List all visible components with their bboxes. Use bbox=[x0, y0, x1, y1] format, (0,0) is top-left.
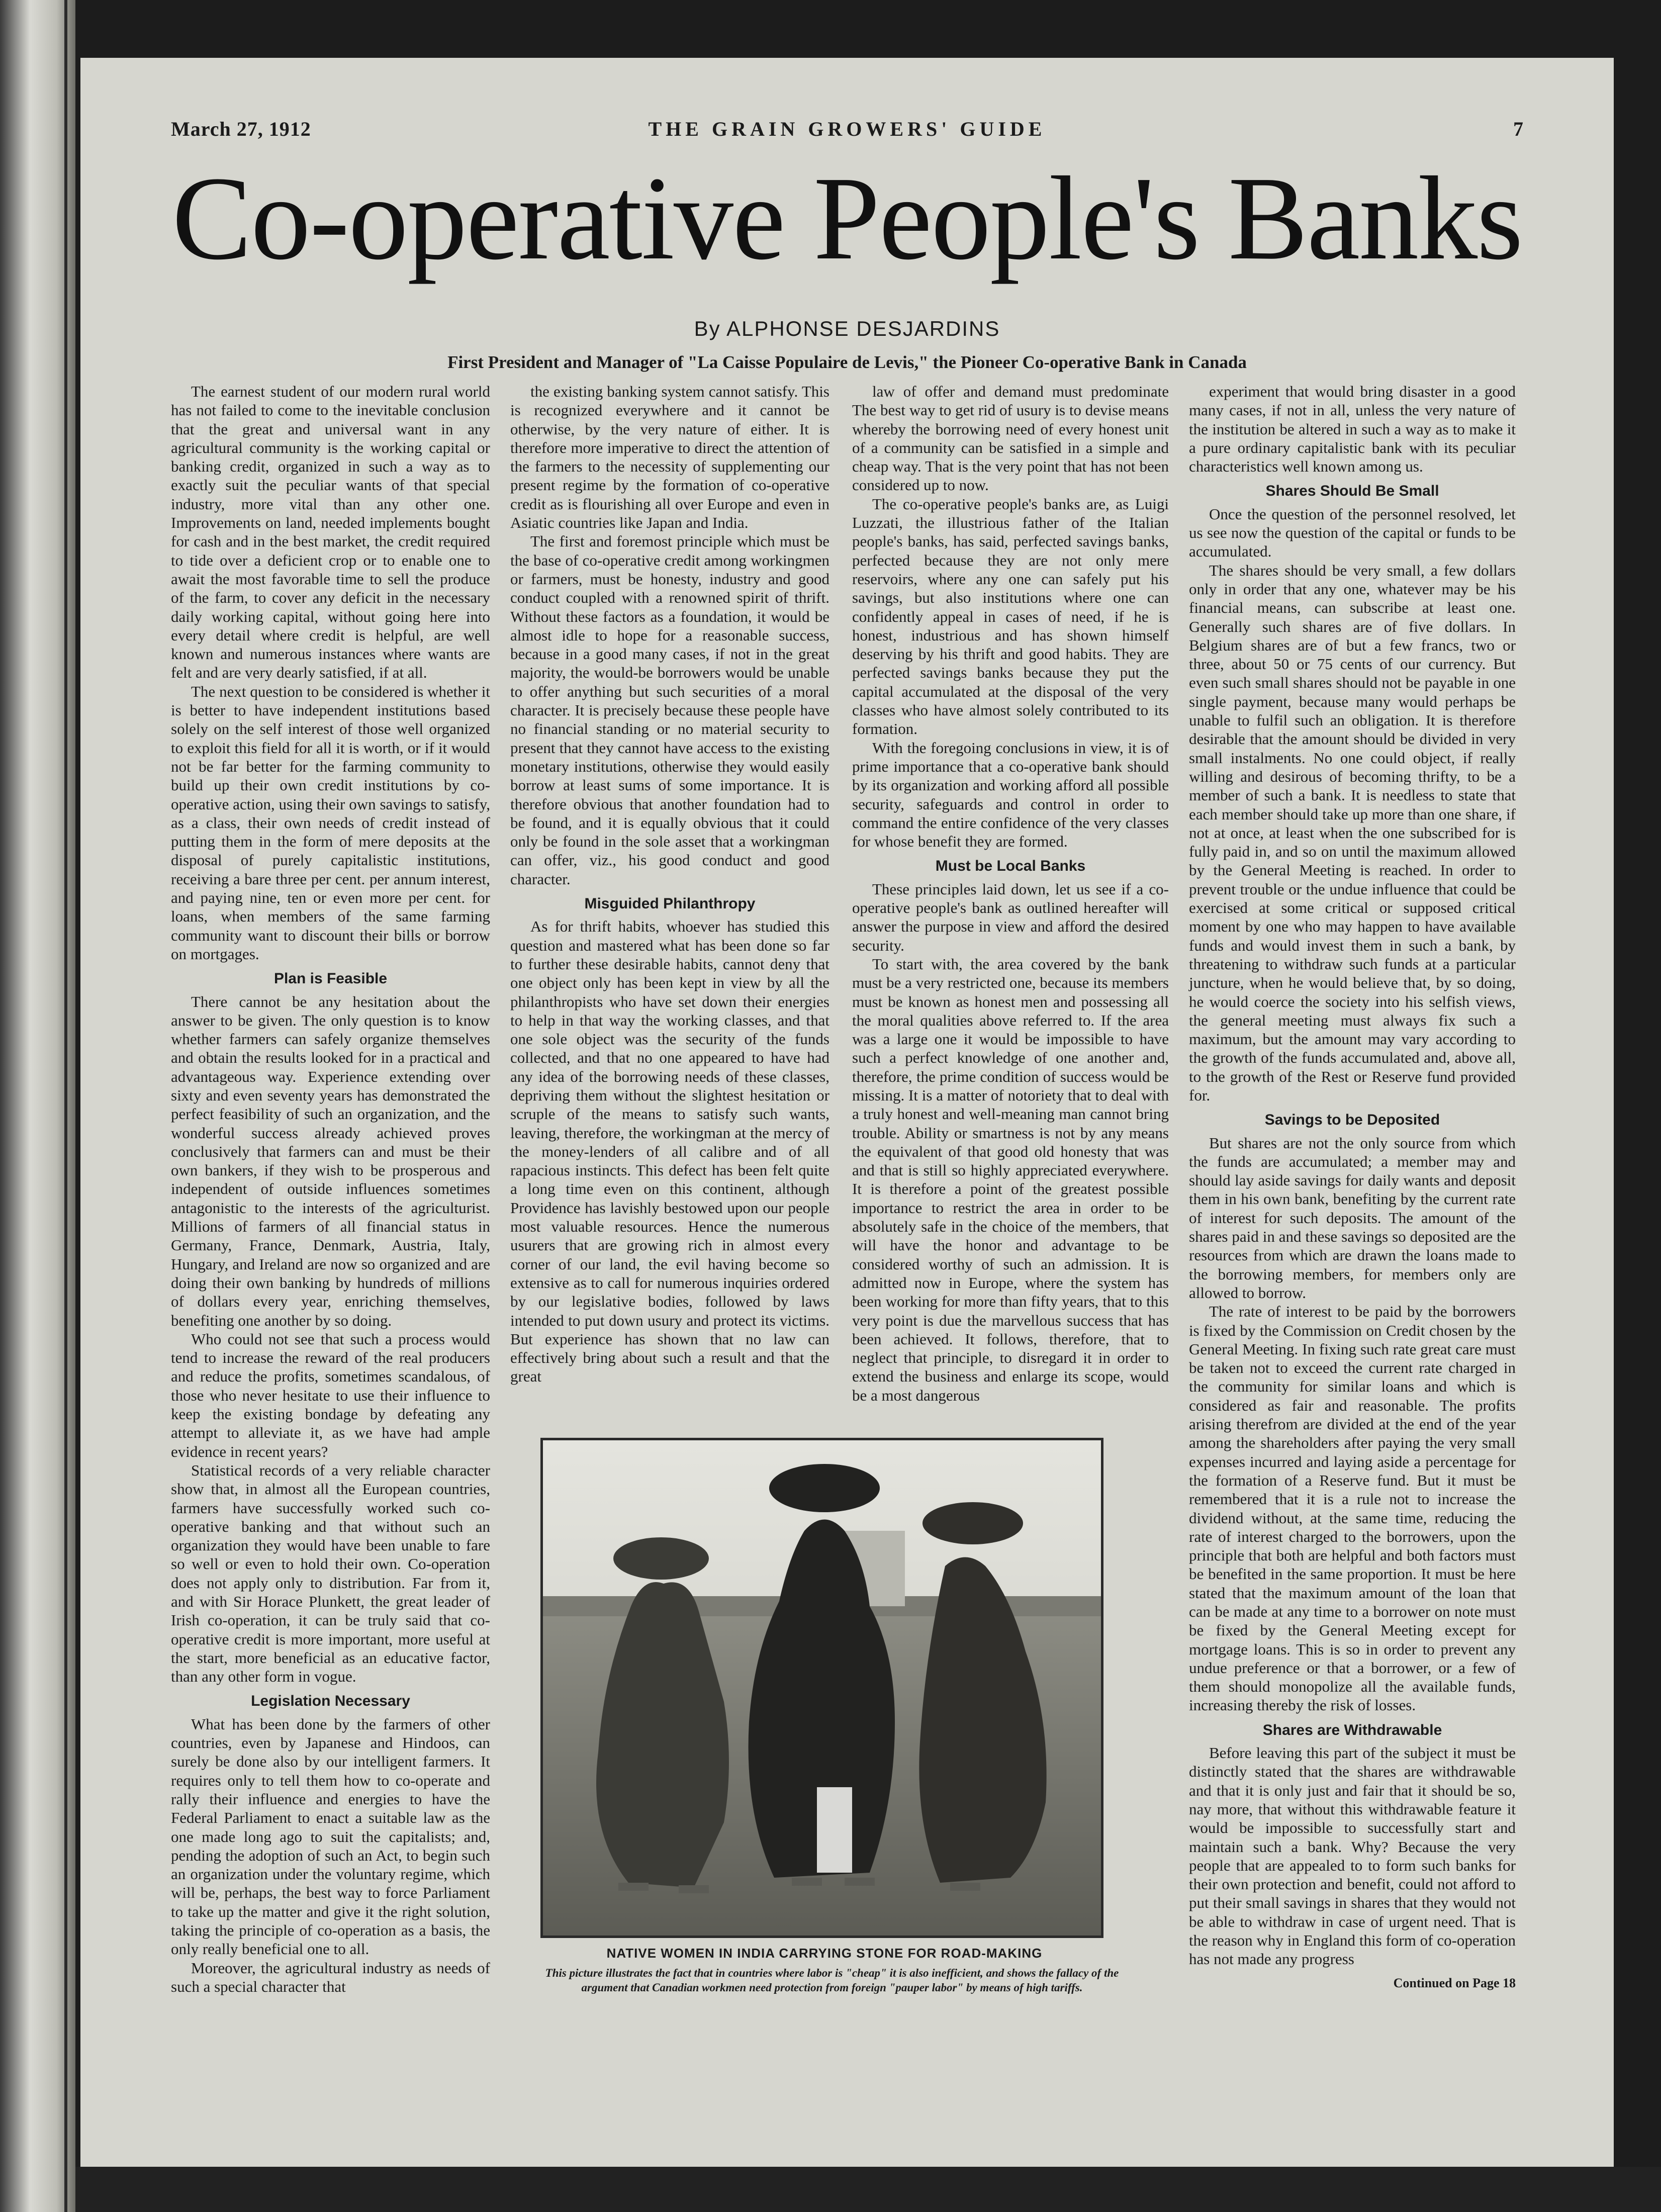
paragraph: To start with, the area covered by the bank must be a very restricted one, because its members must be known as honest men and possessing all the moral qualities above referred to. If the area was a large one it would be impossible to have such a perfect knowledge of one another and, therefore, the prime condition of success would be missing. It is a matter of notoriety that to deal with a truly honest and well-meaning man cannot bring trouble. Ability or smartness is not by any means the equivalent of that good old honesty that was and that is still so highly appreciated everywhere. It is therefore a point of the greatest possible importance to restrict the area in order to be absolutely safe in the choice of the members, that will have the honor and advantage to be considered worthy of such an admission. It is admitted now in Europe, where the system has been working for more than fifty years, that to this very point is due the marvellous success that has been achieved. It follows, therefore, that to neglect that principle, to disregard it in order to extend the business and enlarge its scope, would be a most dangerous bbox=[852, 955, 1169, 1404]
paragraph: But shares are not the only source from which the funds are accumulated; a member may and should lay aside savings for daily wants and deposit them in his own bank, benefiting by the current rate of interest for such deposits. The amount of the shares paid in and these savings so deposited are the resources from which are drawn the loans made to the borrowing members, for members only are allowed to borrow. bbox=[1189, 1134, 1516, 1302]
photo-caption-title: NATIVE WOMEN IN INDIA CARRYING STONE FOR ROAD-MAKING bbox=[606, 1946, 1043, 1961]
article-photograph bbox=[540, 1438, 1103, 1938]
paragraph: With the foregoing conclusions in view, it is of prime importance that a co-operative bank should by its organization and working afford all possible security, safeguards and control in order to command the entire confidence of the very classes for whose benefit they are formed. bbox=[852, 739, 1169, 851]
section-heading: Must be Local Banks bbox=[935, 858, 1086, 875]
author-credentials: First President and Manager of "La Caisse Populaire de Levis," the Pioneer Co-operative Bank in Canada bbox=[447, 352, 1247, 372]
article-headline: Co-operative People's Banks bbox=[172, 152, 1522, 285]
paragraph: Statistical records of a very reliable character show that, in almost all the European countries, farmers have successfully worked such co-operative banking and that without such an organization they would have been unable to fare so well or even to hold their own. Co-operation does not apply only to distribution. Far from it, and with Sir Horace Plunkett, the great leader of Irish co-operation, it can be truly said that co-operative credit is more important, more useful at the start, more beneficial as an educative factor, than any other form in vogue. bbox=[171, 1461, 490, 1686]
paragraph: These principles laid down, let us see if a co-operative people's bank as outlined hereafter will answer the purpose in view and afford the desired security. bbox=[852, 880, 1169, 954]
paragraph: What has been done by the farmers of other countries, even by Japanese and Hindoos, can surely be done also by our intelligent farmers. It requires only to tell them how to co-operate and rally their influence and energies to have the Federal Parliament to enact a suitable law as the one made long ago to suit the capitalists; and, pending the adoption of such an Act, to begin such an organization under the voluntary regime, which will be, perhaps, the best way to force Parliament to take up the matter and give it the right solution, taking the principle of co-operation as a basis, the only really beneficial one to all. bbox=[171, 1715, 490, 1958]
paragraph: Before leaving this part of the subject it must be distinctly stated that the shares are withdrawable and that it is only just and fair that it should be so, nay more, that without this withdrawable feature it would be impossible to successfully start and maintain such a bank. Why? Because the very people that are appealed to to form such banks for their own protection and benefit, could not afford to put their small savings in shares that they would not be able to withdraw in case of urgent need. That is the reason why in England this form of co-operation has not made any progress bbox=[1189, 1744, 1516, 1968]
paragraph: As for thrift habits, whoever has studied this question and mastered what has been done so far to further these desirable habits, cannot deny that one object only has been kept in view by all the philanthropists who have set down their energies to help in that way the working classes, and that one sole object was the security of the funds collected, and that no one appeared to have had any idea of the borrowing needs of these classes, depriving them without the slightest hesitation or scruple of the means to satisfy such wants, leaving, therefore, the workingman at the mercy of the money-lenders of all calibre and of all rapacious instincts. This defect has been felt quite a long time even on this continent, although Providence has lavishly bestowed upon our people most valuable resources. Hence the numerous usurers that are growing rich in almost every corner of our land, the evil having become so extensive as to call for numerous inquiries ordered by our legislative bodies, followed by laws intended to put down usury and protect its victims. But experience has shown that no law can effectively bring about such a result and that the great bbox=[510, 917, 829, 1386]
paragraph: The co-operative people's banks are, as Luigi Luzzati, the illustrious father of the Italian people's banks, has said, perfected savings banks, perfected because they are not only mere reservoirs, where any one can safely put his savings, but also institutions where one can confidently appeal in cases of need, if he is honest, industrious and has shown himself deserving by his thrift and good habits. They are perfected savings banks because they put the capital accumulated at the disposal of the very classes who have almost solely contributed to its formation. bbox=[852, 495, 1169, 738]
publication-name: THE GRAIN GROWERS' GUIDE bbox=[648, 118, 1046, 140]
paragraph: Who could not see that such a process would tend to increase the reward of the real producers and reduce the profits, sometimes scandalous, of those who never hesitate to use their influence to keep the existing bondage by defeating any attempt to alleviate it, as we have had ample evidence in recent years? bbox=[171, 1330, 490, 1460]
photo-india-women-illustration bbox=[543, 1440, 1101, 1935]
section-heading: Savings to be Deposited bbox=[1264, 1112, 1440, 1129]
section-heading: Misguided Philanthropy bbox=[584, 895, 756, 912]
article-byline: By ALPHONSE DESJARDINS bbox=[694, 317, 1000, 340]
section-heading: Plan is Feasible bbox=[273, 970, 388, 987]
article-column-2 bbox=[510, 382, 829, 1453]
page-number: 7 bbox=[1513, 118, 1523, 140]
section-heading: Legislation Necessary bbox=[251, 1693, 410, 1710]
binding-edge bbox=[64, 0, 67, 2212]
paragraph: There cannot be any hesitation about the answer to be given. The only question is to know whether farmers can safely organize themselves and obtain the results looked for in a practical and advantageous way. Experience extending over sixty and even seventy years has demonstrated the perfect feasibility of such an organization, and the wonderful success already achieved proves conclusively that farmers can and must be their own bankers, if they wish to be prosperous and independent of outside influences sometimes antagonistic to the interests of the agriculturist. Millions of farmers of all financial status in Germany, France, Denmark, Austria, Italy, Hungary, and Ireland are now so organized and are doing their own banking by hundreds of millions of dollars every year, enriching themselves, benefiting one another by so doing. bbox=[171, 992, 490, 1329]
paragraph: Once the question of the personnel resolved, let us see now the question of the capital or funds to be accumulated. bbox=[1189, 505, 1516, 561]
paragraph: law of offer and demand must predominate The best way to get rid of usury is to devise means whereby the borrowing need of every honest unit of a community can be satisfied in a simple and cheap way. That is the very point that has not been considered up to now. bbox=[852, 383, 1169, 494]
issue-date: March 27, 1912 bbox=[171, 118, 311, 140]
paragraph: the existing banking system cannot satisfy. This is recognized everywhere and it cannot be otherwise, by the very nature of either. It is therefore more imperative to direct the attention of the farmers to the necessity of supplementing our present regime by the formation of co-operative credit as is flourishing all over Europe and even in Asiatic countries like Japan and India. bbox=[510, 383, 829, 532]
article-column-1 bbox=[171, 382, 490, 2152]
newspaper-page bbox=[80, 58, 1614, 2167]
paragraph: The shares should be very small, a few dollars only in order that any one, whatever may be his financial means, can subscribe at least one. Generally such shares are of five dollars. In Belgium shares are of but a few francs, two or three, about 50 or 75 cents of our currency. But even such small shares should not be payable in one single payment, because many would perhaps be unable to fulfil such an obligation. It is therefore desirable that the amount should be divided in very small instalments. No one could object, if really willing and desirous of becoming thrifty, to be a member of such a bank. It is needless to state that each member should take up more than one share, if not at once, at least when the one subscribed for is fully paid in, and so on until the maximum allowed by the General Meeting is reached. In order to prevent trouble or the undue influence that could be exercised at some critical or supposed critical moment by one who may happen to have available funds and would invest them in such a bank, by threatening to withdraw such funds at a particular juncture, when he would believe that, by so doing, he would coerce the society into his selfish views, the general meeting must always fix such a maximum, but the amount may vary according to the growth of the funds accumulated and, above all, to the growth of the Rest or Reserve fund provided for. bbox=[1189, 561, 1516, 1104]
section-heading: Shares are Withdrawable bbox=[1262, 1721, 1442, 1738]
running-header bbox=[80, 117, 1614, 147]
paragraph: The rate of interest to be paid by the borrowers is fixed by the Commission on Credit chosen by the General Meeting. In fixing such rate great care must be taken not to exceed the current rate charged in the community for similar loans and which is considered as fair and reasonable. The profits arising therefrom are divided at the end of the year among the shareholders after paying the very small expenses incurred and laying aside a percentage for the formation of a Reserve fund. But it must be remembered that it is a rule not to increase the dividend without, at the same time, reducing the rate of interest charged to the borrowers, upon the principle that both are helpful and both factors must be benefited in the same proportion. It must be here stated that the maximum amount of the loan that can be made at any time to a borrower on note must be fixed by the General Meeting except for mortgage loans. This is so in order to prevent any undue preference or that a borrower, or a few of them should monopolize all the available funds, increasing thereby the risk of losses. bbox=[1189, 1303, 1516, 1714]
photo-caption: This picture illustrates the fact that in countries where labor is "cheap" it is also inefficient, and shows the fallacy of the argument that Canadian workmen need protection from foreign "pauper labor" by means of high tariffs. bbox=[545, 1967, 1119, 1994]
section-heading: Shares Should Be Small bbox=[1265, 483, 1439, 500]
paragraph: The next question to be considered is whether it is better to have independent institutions based solely on the self interest of those well organized to exploit this field for all it is worth, or if it would not be far better for the farming community to build up their own credit institutions by co-operative action, using their own savings to satisfy, as a class, their own needs of credit instead of putting them in the form of mere deposits at the disposal of purely capitalistic institutions, receiving a bare three per cent. per annum interest, and paying nine, ten or even more per cent. for loans, when members of the same farming community want to discount their bills or borrow on mortgages. bbox=[171, 682, 490, 963]
paragraph: The first and foremost principle which must be the base of co-operative credit among workingmen or farmers, must be honesty, industry and good conduct coupled with a renowned spirit of thrift. Without these factors as a foundation, it would be almost idle to hope for a reasonable success, because in a good many cases, if not in the great majority, the would-be borrowers would be unable to offer anything but such securities of a moral character. It is precisely because these people have no financial standing or no material security to present that they cannot have access to the existing monetary institutions, otherwise they would easily borrow at least sums of some importance. It is therefore obvious that another foundation had to be found, and it is equally obvious that it could only be found in the sole asset that a workingman can offer, viz., his good conduct and good character. bbox=[510, 532, 829, 888]
article-column-3 bbox=[852, 382, 1169, 1453]
continued-notice: Continued on Page 18 bbox=[1393, 1975, 1516, 1990]
article-column-4 bbox=[1189, 382, 1516, 2137]
paragraph: Moreover, the agricultural industry as needs of such a special character that bbox=[171, 1959, 490, 1995]
paragraph: The earnest student of our modern rural world has not failed to come to the inevitable conclusion that the great and universal want in any agricultural community is the working capital or banking credit, organized in such a way as to exactly suit the peculiar wants of that special industry, more vital than any other one. Improvements on land, needed implements bought for cash and in the best market, the credit required to tide over a deficient crop or to enable one to await the most favorable time to sell the produce of the farm, to cover any deficit in the necessary daily working capital, without going here into every detail where credit is helpful, are well known and numerous instances where wants are felt and are very dearly satisfied, if at all. bbox=[171, 383, 490, 682]
paragraph: experiment that would bring disaster in a good many cases, if not in all, unless the very nature of the institution be altered in such a way as to make it a pure ordinary capitalistic bank with its peculiar characteristics well known among us. bbox=[1189, 383, 1516, 476]
scan-border bbox=[75, 2167, 1661, 2212]
